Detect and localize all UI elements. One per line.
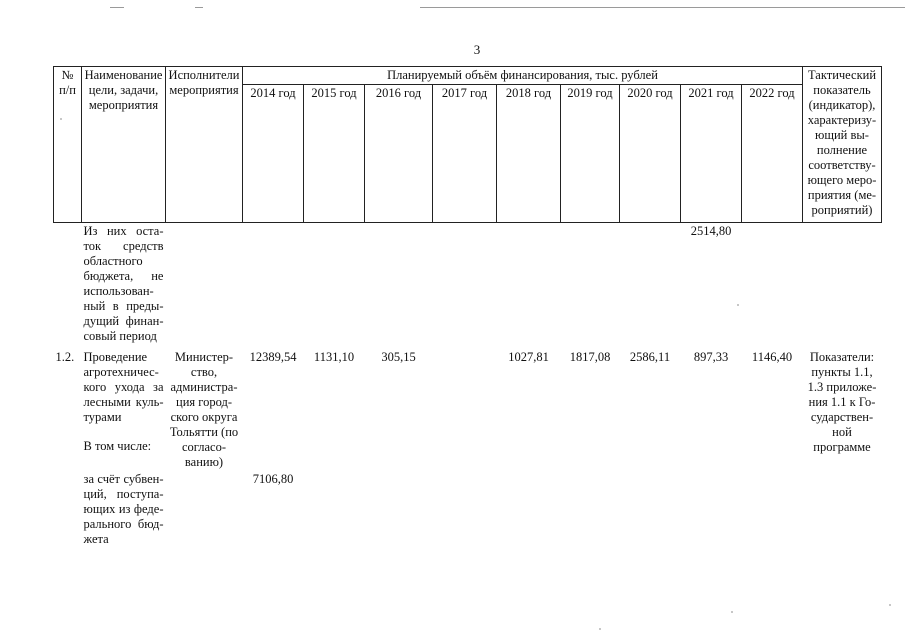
row-value bbox=[620, 471, 681, 551]
header-num: № п/п bbox=[54, 67, 82, 223]
row-value: 2514,80 bbox=[690, 224, 732, 238]
row-executors bbox=[166, 471, 243, 551]
scan-mark bbox=[110, 7, 124, 8]
row-name: за счёт субвен-ций, поступа-ющих из феде-рального бюд-жета bbox=[83, 471, 164, 546]
header-year: 2021 год bbox=[681, 85, 742, 223]
header-year: 2020 год bbox=[620, 85, 681, 223]
scan-mark bbox=[195, 7, 203, 8]
row-value bbox=[497, 223, 561, 349]
scan-edge-line bbox=[420, 7, 905, 8]
row-value: 305,15 bbox=[381, 349, 416, 364]
header-year: 2017 год bbox=[433, 85, 497, 223]
row-num bbox=[54, 471, 82, 551]
header-financing: Планируемый объём финансирования, тыс. рублей bbox=[243, 67, 803, 85]
row-value bbox=[742, 471, 803, 551]
header-year: 2015 год bbox=[304, 85, 365, 223]
row-value bbox=[304, 471, 365, 551]
row-indicator bbox=[803, 471, 882, 551]
row-num bbox=[54, 223, 82, 349]
row-num: 1.2. bbox=[55, 349, 75, 364]
scan-speck bbox=[60, 118, 62, 120]
row-executors bbox=[166, 223, 243, 349]
header-year: 2022 год bbox=[742, 85, 803, 223]
header-name: Наименование цели, задачи, мероприятия bbox=[82, 67, 166, 223]
row-value bbox=[561, 471, 620, 551]
header-year: 2019 год bbox=[561, 85, 620, 223]
scan-speck bbox=[737, 304, 739, 306]
row-value bbox=[433, 471, 497, 551]
financing-table bbox=[53, 66, 882, 551]
row-value bbox=[497, 471, 561, 551]
row-value bbox=[433, 223, 497, 349]
row-value bbox=[681, 471, 742, 551]
row-value bbox=[243, 223, 304, 349]
row-value bbox=[561, 223, 620, 349]
row-value: 12389,54 bbox=[249, 349, 297, 364]
header-executors: Исполнители мероприятия bbox=[166, 67, 243, 223]
row-value bbox=[304, 223, 365, 349]
row-name-cell bbox=[82, 349, 166, 471]
row-value bbox=[620, 223, 681, 349]
table-row bbox=[54, 223, 882, 349]
row-value: 7106,80 bbox=[252, 471, 294, 486]
row-value: 1146,40 bbox=[751, 349, 793, 364]
header-year: 2014 год bbox=[243, 85, 304, 223]
row-value: 1131,10 bbox=[313, 349, 355, 364]
row-value: 1817,08 bbox=[569, 349, 611, 364]
page-number: 3 bbox=[473, 42, 481, 57]
row-name: Проведение агротехничес-кого ухода за лесными куль-турами bbox=[83, 349, 164, 424]
row-value bbox=[365, 223, 433, 349]
row-value: 2586,11 bbox=[629, 349, 671, 364]
table-header bbox=[54, 67, 882, 223]
row-indicator bbox=[803, 223, 882, 349]
table-row bbox=[54, 471, 882, 551]
row-indicator: Показатели: пункты 1.1, 1.3 приложе-ния 1.1 к Го-сударствен-ной программе bbox=[807, 349, 877, 454]
header-indicator: Тактический показатель (индикатор), характеризу-ющий вы-полнение соответству-ющего меро-приятия (ме-роприятий) bbox=[803, 67, 882, 223]
scan-speck bbox=[731, 611, 733, 613]
scan-speck bbox=[599, 628, 601, 630]
table-row bbox=[54, 349, 882, 471]
row-value bbox=[365, 471, 433, 551]
row-name: Из них оста-ток средств областного бюджета, не использован-ный в преды-дущий финан-совый период bbox=[83, 224, 164, 343]
row-executors: Министер-ство, администра-ция город-ского округа Тольятти (по согласо-ванию) bbox=[169, 349, 239, 469]
row-name-note: В том числе: bbox=[83, 438, 152, 453]
row-value: 1027,81 bbox=[508, 349, 549, 364]
header-year: 2018 год bbox=[497, 85, 561, 223]
row-value bbox=[742, 223, 803, 349]
row-value bbox=[433, 349, 497, 471]
row-value: 897,33 bbox=[693, 349, 729, 364]
header-year: 2016 год bbox=[365, 85, 433, 223]
scan-speck bbox=[889, 604, 891, 606]
